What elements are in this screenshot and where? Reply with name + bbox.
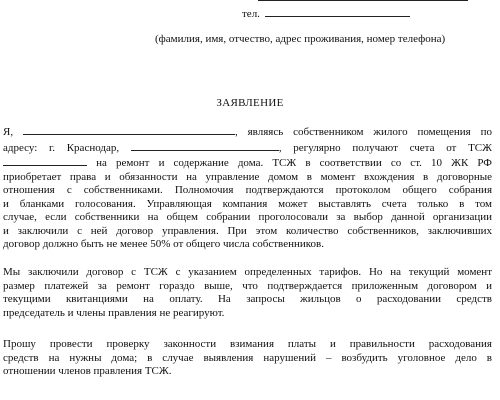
applicant-details-note: (фамилия, имя, отчество, адрес проживания, номер телефона) (155, 33, 446, 45)
address-blank (131, 140, 279, 151)
paragraph-3-line: отношении членов правления ТСЖ. (3, 365, 172, 377)
paragraph-1-line: на ремонт и содержание дома. ТСЖ в соответствии со ст. 10 ЖК РФ (3, 155, 492, 171)
paragraph-2-line: размер платежей за ремонт гораздо выше, что подтверждается приложенным договором и (3, 279, 492, 292)
paragraph-3 (3, 338, 492, 379)
hoa-name-blank (3, 155, 87, 166)
paragraph-1-line: и бланками голосования. Управляющая компания может выставлять счета только в том (3, 197, 492, 210)
signature-line-top (258, 0, 468, 1)
paragraph-2 (3, 266, 492, 320)
paragraph-2-line: председатель и члены правления не реагируют. (3, 306, 225, 319)
phone-row (242, 6, 410, 21)
paragraph-1-line: Я, , являясь собственником жилого помещения по (3, 126, 492, 138)
paragraph-1-line: отношения с собственниками. Полномочия подтверждаются протоколом общего собрания (3, 184, 492, 196)
paragraph-1 (3, 124, 492, 252)
phone-blank (265, 6, 410, 17)
paragraph-1-line: и заключили с ней договор управления. При этом количество собственников, заключивших (3, 224, 492, 237)
paragraph-1-line: договор должно быть не менее 50% от общего числа собственников. (3, 238, 324, 250)
paragraph-3-line: Прошу провести проверку законности взимания платы и правильности расходования (3, 338, 492, 350)
paragraph-1-line: приобретает права и обязанности на управление домом в момент вхождения в договорные (3, 170, 492, 183)
name-blank (23, 124, 235, 135)
paragraph-3-line: средств на нужны дома; в случае выявления нарушений – возбудить уголовное дело в (3, 351, 492, 364)
document-title: ЗАЯВЛЕНИЕ (216, 97, 284, 109)
phone-label: тел. (242, 8, 260, 20)
paragraph-1-line: случае, если собственники на общем собрании проголосовали за выбор данной организации (3, 211, 492, 223)
paragraph-2-line: текущими квитанциями на оплату. На запросы жильцов о расходовании средств (3, 293, 492, 305)
paragraph-2-line: Мы заключили договор с ТСЖ с указанием определенных тарифов. Но на текущий момент (3, 266, 492, 278)
paragraph-1-line: адресу: г. Краснодар, , регулярно получают счета от ТСЖ (3, 141, 492, 154)
